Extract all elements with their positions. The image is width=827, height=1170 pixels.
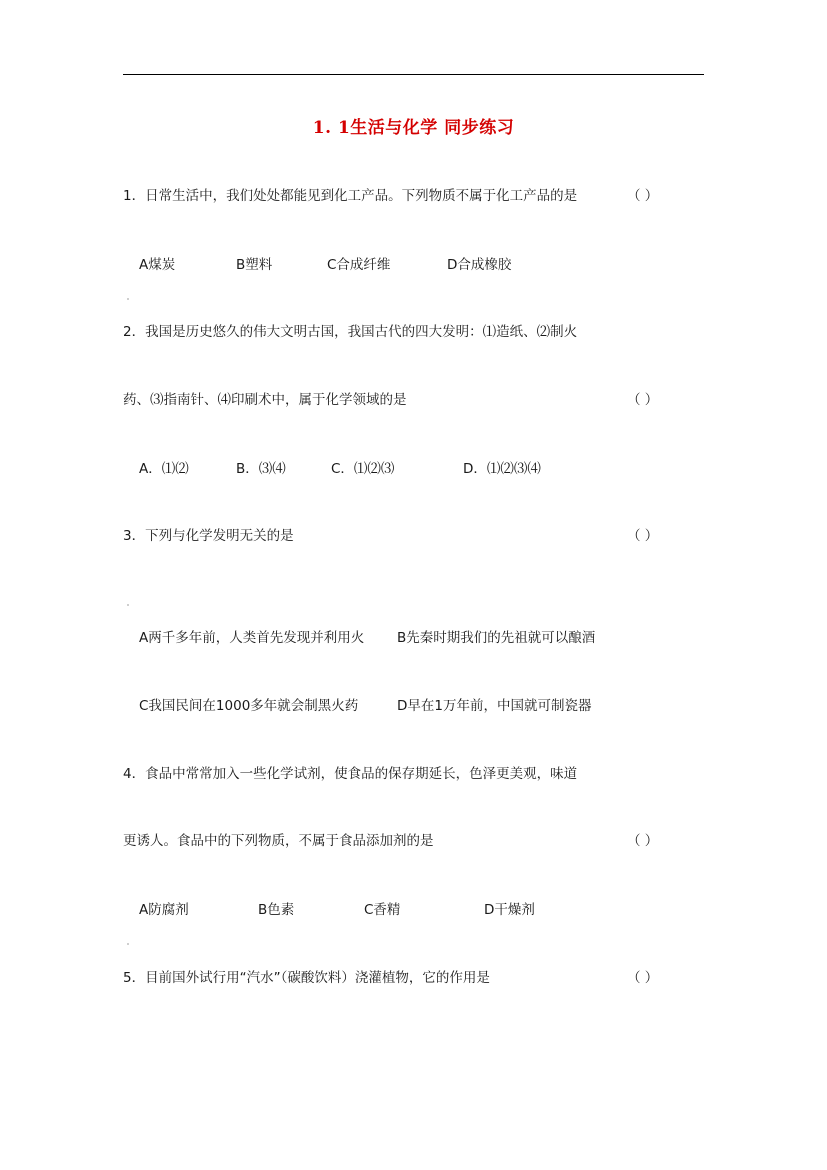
- question-2-text-line-1: 2．我国是历史悠久的伟大文明古国，我国古代的四大发明：⑴造纸、⑵制火: [123, 324, 578, 340]
- question-3-option-d: D早在1万年前，中国就可制瓷器: [397, 698, 592, 714]
- question-1-text: 1．日常生活中，我们处处都能见到化工产品。下列物质不属于化工产品的是: [123, 188, 578, 204]
- header-rule: [123, 74, 704, 75]
- paragraph-mark: [127, 604, 129, 606]
- paragraph-mark: [127, 943, 129, 945]
- question-4-answer-bracket: （ ）: [627, 833, 659, 849]
- question-1-option-a: A煤炭: [139, 257, 176, 273]
- question-4-option-d: D干燥剂: [484, 902, 535, 918]
- question-3-option-c: C我国民间在1000多年就会制黑火药: [139, 698, 359, 714]
- question-1-option-c: C合成纤维: [327, 257, 391, 273]
- question-3-text: 3．下列与化学发明无关的是: [123, 528, 294, 544]
- question-3-option-b: B先秦时期我们的先祖就可以酿酒: [397, 630, 596, 646]
- question-5-text: 5．目前国外试行用“汽水”（碳酸饮料）浇灌植物，它的作用是: [123, 970, 490, 986]
- page-title: 1. 1生活与化学 同步练习: [312, 118, 515, 138]
- question-3-option-a: A两千多年前，人类首先发现并利用火: [139, 630, 365, 646]
- question-2-answer-bracket: （ ）: [627, 392, 659, 408]
- question-4-option-b: B色素: [258, 902, 295, 918]
- paragraph-mark: [127, 298, 129, 300]
- question-4-text-line-2: 更诱人。食品中的下列物质，不属于食品添加剂的是: [123, 833, 434, 849]
- question-1-option-b: B塑料: [236, 257, 273, 273]
- question-4-option-a: A防腐剂: [139, 902, 189, 918]
- question-3-answer-bracket: （ ）: [627, 528, 659, 544]
- question-4-text-line-1: 4．食品中常常加入一些化学试剂，使食品的保存期延长，色泽更美观，味道: [123, 766, 578, 782]
- question-2-option-a: A．⑴⑵: [139, 461, 189, 477]
- question-2-text-line-2: 药、⑶指南针、⑷印刷术中，属于化学领域的是: [123, 392, 407, 408]
- question-2-option-c: C．⑴⑵⑶: [331, 461, 395, 477]
- question-2-option-b: B．⑶⑷: [236, 461, 286, 477]
- question-1-option-d: D合成橡胶: [447, 257, 512, 273]
- question-1-answer-bracket: （ ）: [627, 188, 659, 204]
- question-4-option-c: C香精: [364, 902, 401, 918]
- question-2-option-d: D．⑴⑵⑶⑷: [463, 461, 541, 477]
- question-5-answer-bracket: （ ）: [627, 970, 659, 986]
